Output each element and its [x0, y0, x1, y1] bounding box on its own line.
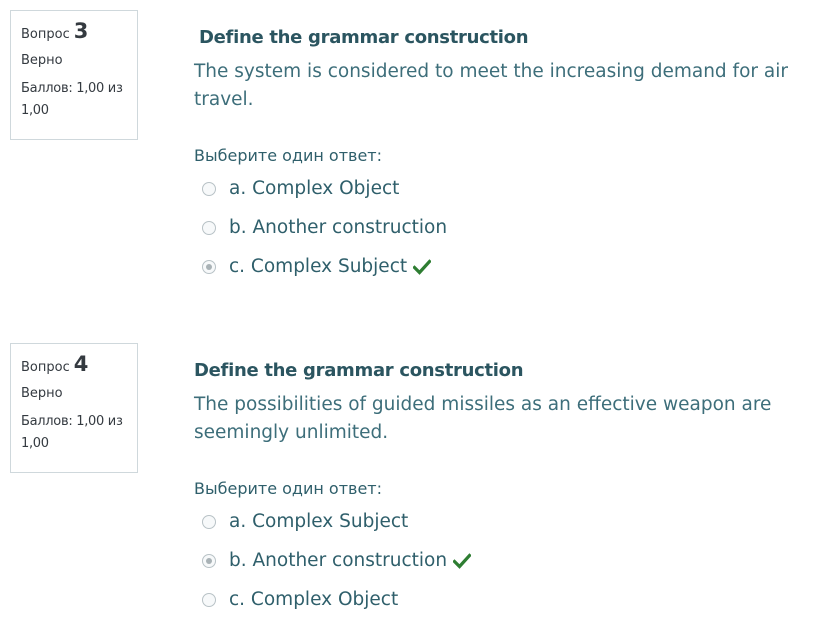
question-number-label: Вопрос [21, 360, 70, 375]
question-content [194, 360, 804, 619]
answer-label[interactable]: c. Complex Object [229, 589, 399, 610]
check-icon [453, 553, 471, 569]
answer-label[interactable]: a. Complex Subject [229, 511, 409, 532]
question-number [21, 352, 127, 380]
question-state: Верно [21, 53, 63, 68]
question-number-value: 4 [73, 352, 89, 376]
radio-button-selected[interactable] [202, 554, 216, 568]
answer-option-c[interactable] [202, 580, 804, 619]
answer-label[interactable]: c. Complex Subject [229, 256, 408, 277]
answer-prompt: Выберите один ответ: [194, 479, 383, 498]
question-text: The possibilities of guided missiles as an effective weapon are seemingly unlimited. [194, 394, 772, 443]
question-title: Define the grammar construction [194, 360, 524, 381]
answer-option-b[interactable] [202, 541, 804, 580]
question-info-box [10, 343, 138, 473]
question-number-label: Вопрос [21, 27, 70, 42]
answer-option-c[interactable] [202, 247, 809, 286]
question-grade: Баллов: 1,00 из 1,00 [21, 414, 123, 451]
question-text: The system is considered to meet the increasing demand for air travel. [194, 61, 788, 110]
answer-label[interactable]: b. Another construction [229, 550, 448, 571]
radio-button-selected[interactable] [202, 260, 216, 274]
question-number-value: 3 [73, 19, 89, 43]
radio-button[interactable] [202, 221, 216, 235]
answer-option-b[interactable] [202, 208, 809, 247]
radio-button[interactable] [202, 515, 216, 529]
answer-label[interactable]: b. Another construction [229, 217, 448, 238]
answer-list [194, 169, 809, 286]
question-title: Define the grammar construction [199, 27, 529, 48]
question-info-box [10, 10, 138, 140]
answer-prompt: Выберите один ответ: [194, 146, 383, 165]
radio-button[interactable] [202, 593, 216, 607]
answer-list [194, 502, 804, 619]
question-state: Верно [21, 386, 63, 401]
answer-option-a[interactable] [202, 169, 809, 208]
radio-button[interactable] [202, 182, 216, 196]
check-icon [413, 259, 431, 275]
answer-label[interactable]: a. Complex Object [229, 178, 400, 199]
question-content [194, 27, 809, 286]
answer-option-a[interactable] [202, 502, 804, 541]
question-grade: Баллов: 1,00 из 1,00 [21, 81, 123, 118]
question-number [21, 19, 127, 47]
